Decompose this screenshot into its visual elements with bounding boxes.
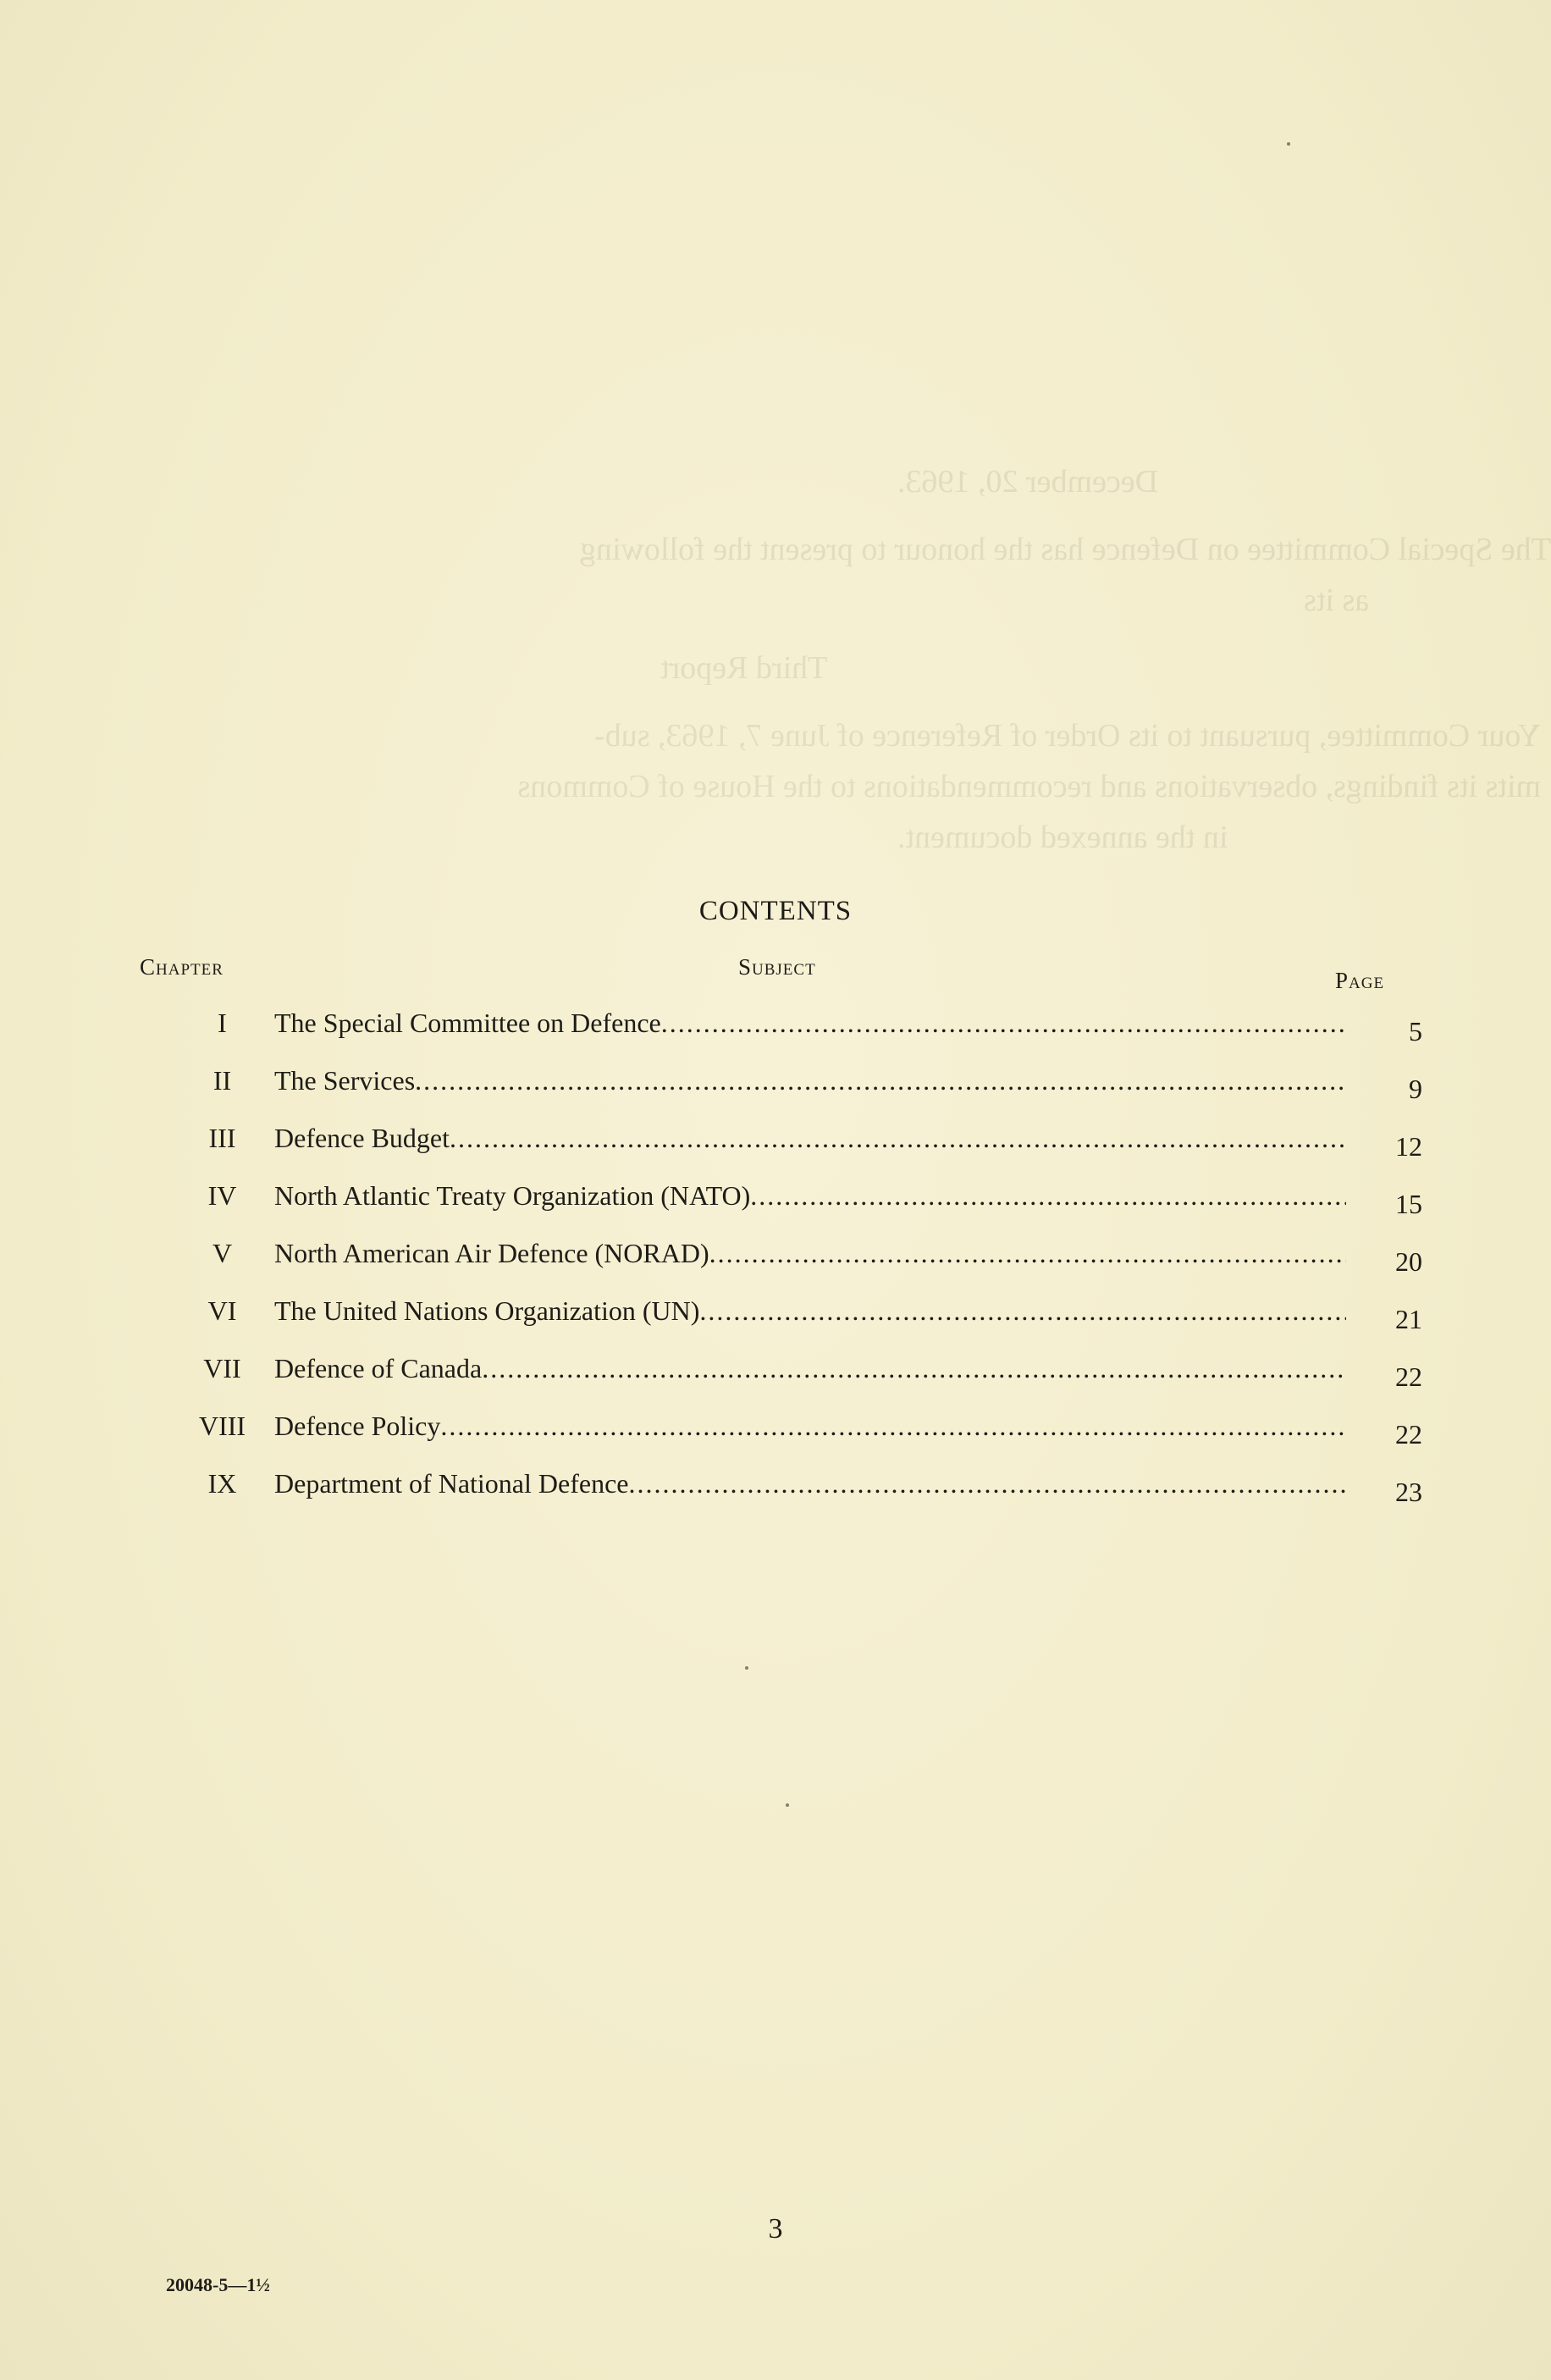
page-reference: 23 xyxy=(1395,1477,1422,1507)
paper-speck xyxy=(786,1803,789,1807)
chapter-number: VI xyxy=(207,1295,237,1326)
bleed-through-text: in the annexed document. xyxy=(897,820,1228,855)
page-reference: 12 xyxy=(1395,1131,1422,1162)
page-number: 3 xyxy=(768,2213,783,2245)
chapter-number: VII xyxy=(203,1353,241,1383)
toc-row xyxy=(135,1295,1422,1353)
contents-title: CONTENTS xyxy=(698,896,853,926)
bleed-through-text: Third Report xyxy=(660,650,828,686)
dot-leader xyxy=(440,1411,1346,1442)
chapter-number: I xyxy=(218,1008,227,1038)
toc-row xyxy=(135,1411,1422,1468)
page-reference: 22 xyxy=(1395,1419,1422,1450)
dot-leader xyxy=(482,1353,1346,1384)
page-reference: 9 xyxy=(1409,1074,1422,1104)
page-reference: 15 xyxy=(1395,1189,1422,1219)
subject-column-header: Subject xyxy=(738,954,816,980)
toc-row xyxy=(135,1180,1422,1238)
chapter-subject: The Services xyxy=(274,1065,416,1096)
toc-row xyxy=(135,1353,1422,1411)
dot-leader xyxy=(750,1180,1346,1212)
bleed-through-text: Your Committee, pursuant to its Order of Reference of June 7, 1963, sub- xyxy=(594,718,1541,754)
dot-leader xyxy=(699,1295,1346,1327)
chapter-subject: Defence Budget xyxy=(274,1123,450,1153)
bleed-through-text: as its xyxy=(1304,583,1370,618)
chapter-number: IX xyxy=(207,1468,237,1499)
chapter-number: VIII xyxy=(198,1411,246,1441)
toc-row xyxy=(135,1123,1422,1180)
dot-leader xyxy=(709,1238,1346,1269)
chapter-subject: Defence Policy xyxy=(274,1411,441,1441)
bleed-through-text: The Special Committee on Defence has the honour to present the following xyxy=(579,532,1551,567)
page-reference: 5 xyxy=(1409,1016,1422,1046)
chapter-number: III xyxy=(208,1123,236,1153)
toc-row xyxy=(135,1468,1422,1526)
page-reference: 22 xyxy=(1395,1361,1422,1392)
chapter-subject: Defence of Canada xyxy=(274,1353,483,1383)
bleed-through-text: mits its findings, observations and recommendations to the House of Commons xyxy=(517,769,1541,804)
page-reference: 20 xyxy=(1395,1246,1422,1277)
toc-row xyxy=(135,1008,1422,1065)
dot-leader xyxy=(661,1008,1346,1039)
chapter-number: IV xyxy=(207,1180,237,1211)
chapter-subject: North Atlantic Treaty Organization (NATO) xyxy=(274,1180,751,1211)
page-reference: 21 xyxy=(1395,1304,1422,1334)
chapter-subject: Department of National Defence xyxy=(274,1468,629,1499)
paper-speck xyxy=(745,1666,748,1670)
chapter-number: II xyxy=(213,1065,232,1096)
chapter-number: V xyxy=(212,1238,233,1268)
chapter-subject: North American Air Defence (NORAD) xyxy=(274,1238,709,1268)
page-column-header: Page xyxy=(1335,968,1385,993)
table-of-contents xyxy=(135,1008,1422,1526)
dot-leader xyxy=(628,1468,1346,1499)
paper-speck xyxy=(1287,142,1290,146)
toc-row xyxy=(135,1065,1422,1123)
print-code: 20048-5—1½ xyxy=(166,2274,270,2295)
dot-leader xyxy=(450,1123,1346,1154)
toc-row xyxy=(135,1238,1422,1295)
chapter-column-header: Chapter xyxy=(140,954,224,980)
chapter-subject: The United Nations Organization (UN) xyxy=(274,1295,700,1326)
dot-leader xyxy=(415,1065,1346,1096)
bleed-through-text: December 20, 1963. xyxy=(897,464,1159,500)
chapter-subject: The Special Committee on Defence xyxy=(274,1008,661,1038)
